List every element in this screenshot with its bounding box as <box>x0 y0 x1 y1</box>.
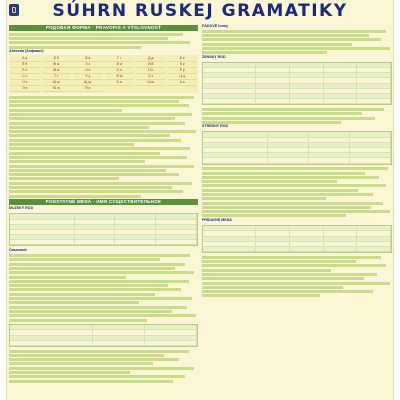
alphabet-letter: Ь ь <box>168 80 198 86</box>
right-intro-placeholder <box>202 29 392 55</box>
adjective-table <box>202 225 392 253</box>
alphabet-grid <box>9 55 198 93</box>
alphabet-letter: З з <box>73 62 103 68</box>
feminine-declension-table <box>202 62 392 106</box>
alphabet-letter: В в <box>73 56 103 62</box>
alphabet-letter: Ф ф <box>105 74 135 80</box>
alphabet-letter: К к <box>168 62 198 68</box>
footer-text-placeholder-left <box>9 349 198 383</box>
alphabet-letter: М м <box>42 68 72 74</box>
case-forms-heading: PÁDOVÉ formy <box>202 24 229 28</box>
alphabet-letter: Г г <box>105 56 135 62</box>
alphabet-letter: Р р <box>168 68 198 74</box>
masculine-heading: MUŽSKÝ ROD <box>9 206 34 211</box>
alphabet-letter: Э э <box>10 86 40 92</box>
neuter-heading: STREDNÝ ROD <box>202 124 229 129</box>
masculine-declension-table <box>9 213 198 246</box>
alphabet-letter: Ш ш <box>42 80 72 86</box>
alphabet-letter: Д д <box>136 56 166 62</box>
alphabet-letter: О о <box>105 68 135 74</box>
alphabet-letter: Х х <box>136 74 166 80</box>
right-footer-placeholder <box>202 255 392 298</box>
right-body-placeholder <box>202 167 392 219</box>
alphabet-letter: Я я <box>73 86 103 92</box>
rules-text-placeholder <box>9 95 198 198</box>
page-title: SÚHRN RUSKEJ GRAMATIKY <box>52 1 348 21</box>
alphabet-letter: С с <box>10 74 40 80</box>
left-column <box>9 24 198 394</box>
feminine-heading: ŽENSKÝ ROD <box>202 54 226 59</box>
conjugation-heading: Časovanie <box>9 248 27 253</box>
section-band-orthography: РОДОВАЯ ФОРМА · PRAVOPIS A VÝSLOVNOSŤ <box>9 25 198 31</box>
alphabet-letter: Н н <box>73 68 103 74</box>
nouns-text-placeholder <box>9 253 198 322</box>
grammar-sheet <box>6 0 394 400</box>
neuter-declension-table <box>202 131 392 164</box>
right-column <box>202 24 392 394</box>
alphabet-letter: Е е <box>168 56 198 62</box>
alphabet-letter: Ц ц <box>168 74 198 80</box>
alphabet-letter: Щ щ <box>73 80 103 86</box>
alphabet-letter: Т т <box>42 74 72 80</box>
alphabet-letter: А а <box>10 56 40 62</box>
alphabet-letter: Б б <box>42 56 72 62</box>
alphabet-letter: Л л <box>10 68 40 74</box>
intro-text-placeholder <box>9 32 198 49</box>
alphabet-letter: И и <box>105 62 135 68</box>
verb-table <box>9 324 198 347</box>
alphabet-letter: Ю ю <box>42 86 72 92</box>
right-mid-placeholder <box>202 107 392 124</box>
section-band-nouns: PODSTATNÉ MENÁ · ИМЯ СУЩЕСТВИТЕЛЬНОЕ <box>9 199 198 205</box>
alphabet-heading: Abeceda (Алфавит) <box>9 49 44 54</box>
alphabet-letter: Ч ч <box>10 80 40 86</box>
alphabet-letter: Ж ж <box>42 62 72 68</box>
alphabet-letter: У у <box>73 74 103 80</box>
alphabet-letter: П п <box>136 68 166 74</box>
adjectives-heading: PRÍDAVNÉ MENÁ <box>202 218 232 223</box>
alphabet-letter: Ы ы <box>136 80 166 86</box>
alphabet-letter: Ъ ъ <box>105 80 135 86</box>
alphabet-letter: Й й <box>136 62 166 68</box>
alphabet-letter: Ё ё <box>10 62 40 68</box>
